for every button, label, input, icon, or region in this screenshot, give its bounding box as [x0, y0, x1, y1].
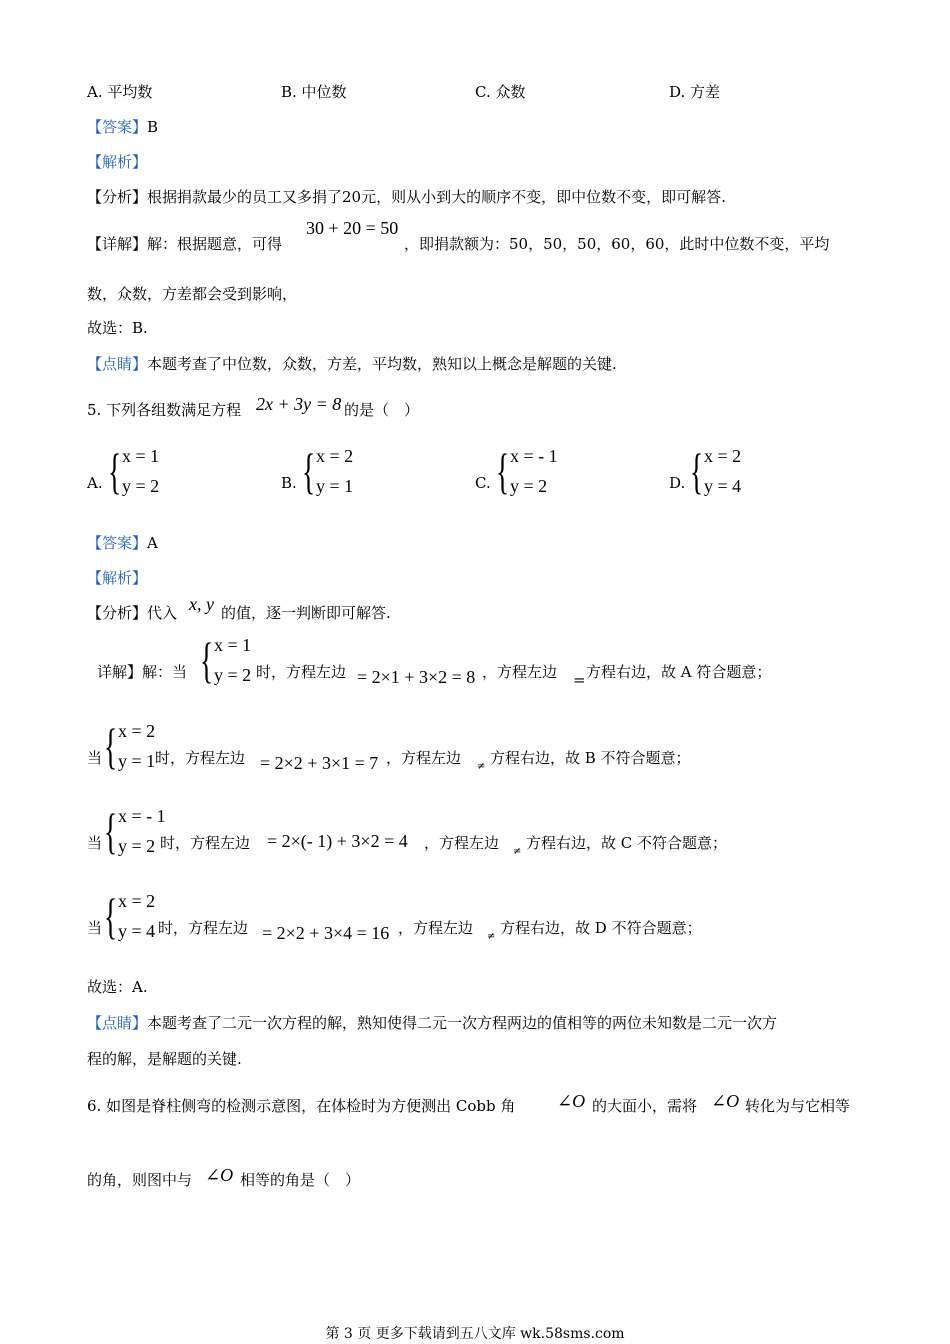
q5-answer	[87, 533, 158, 553]
q4-option-a: A. 平均数	[87, 83, 153, 101]
answer-tag: 【答案】	[87, 118, 148, 136]
q5-fenxi	[87, 603, 177, 623]
system-row: x = 2	[704, 446, 742, 466]
detail-3-t3: 方程右边，故 C 不符合题意；	[526, 834, 728, 852]
detail-pre: 解：根据题意，可得	[147, 235, 283, 253]
system-row: y = 2	[118, 836, 156, 856]
q4-option-b: B. 中位数	[281, 83, 347, 101]
angle: ∠O	[205, 1165, 234, 1185]
detail-1-t1: 时，方程左边	[256, 663, 347, 681]
system-row: x = - 1	[510, 446, 558, 466]
q5-conclusion: 故选：A.	[87, 978, 148, 996]
comment-tag: 【点睛】	[87, 1014, 148, 1032]
q5-option-a-label: A.	[87, 474, 103, 492]
detail-4-prefix: 当	[87, 919, 103, 937]
q6-line1-post: 转化为与它相等	[745, 1097, 851, 1115]
fenxi-tag: 【分析】	[87, 188, 148, 206]
detail-2-rel: ≠	[477, 761, 486, 772]
system-row: x = 2	[118, 891, 156, 911]
detail-2-t3: 方程右边，故 B 不符合题意；	[490, 749, 691, 767]
q4-comment	[87, 354, 617, 374]
q5-fenxi-math	[189, 594, 214, 614]
q6-angle-2	[711, 1091, 739, 1111]
q4-detail	[87, 234, 282, 254]
comment-text: 本题考查了二元一次方程的解，熟知使得二元一次方程两边的值相等的两位未知数是二元一次方	[147, 1014, 778, 1032]
system-row: x = 2	[118, 721, 156, 741]
detail-2-t1: 时，方程左边	[155, 749, 246, 767]
fenxi-tag: 【分析】	[87, 604, 148, 622]
variables: x, y	[189, 594, 214, 614]
detail-tag: 【详解】	[87, 235, 148, 253]
q5-fenxi-post: 的值，逐一判断即可解答.	[221, 604, 391, 622]
system-row: y = 2	[122, 476, 160, 496]
system-row: y = 2	[510, 476, 548, 496]
detail-3-t1: 时，方程左边	[160, 834, 251, 852]
detail-2-calc: = 2×2 + 3×1 = 7	[260, 753, 379, 773]
q4-option-c: C. 众数	[475, 83, 526, 101]
q5-option-d-label: D.	[669, 474, 686, 492]
page-footer: 第 3 页 更多下载请到五八文库 wk.58sms.com	[325, 1326, 625, 1342]
system-row: y = 2	[214, 665, 252, 685]
detail-3-rel: ≠	[513, 846, 522, 857]
q6-line1-pre: 6. 如图是脊柱侧弯的检测示意图，在体检时为方便测出 Cobb 角	[87, 1097, 516, 1115]
q4-detail-line2: 数，众数，方差都会受到影响，	[87, 285, 298, 303]
system-row: x = 1	[214, 635, 252, 655]
comment-tag: 【点睛】	[87, 355, 148, 373]
q6-line2-post: 相等的角是（ ）	[240, 1171, 361, 1189]
q5-stem-math	[256, 394, 341, 414]
system-row: x = 2	[316, 446, 354, 466]
detail-2-t2: ，方程左边	[386, 749, 462, 767]
q4-analysis-tag: 【解析】	[87, 153, 148, 171]
system-row: x = 1	[122, 446, 160, 466]
detail-1-prefix: 详解】解：当	[97, 663, 188, 681]
system-row: x = - 1	[118, 806, 166, 826]
answer-value: B	[147, 118, 159, 136]
q4-detail-math: 30 + 20 = 50	[306, 218, 399, 238]
detail-3-t2: ，方程左边	[424, 834, 500, 852]
detail-4-rel: ≠	[487, 931, 496, 942]
q5-comment	[87, 1013, 777, 1033]
angle: ∠O	[711, 1091, 740, 1111]
q6-line2-pre: 的角，则图中与	[87, 1171, 193, 1189]
q5-comment-line2: 程的解，是解题的关键.	[87, 1050, 242, 1068]
detail-4-calc: = 2×2 + 3×4 = 16	[262, 923, 390, 943]
q4-conclusion: 故选：B.	[87, 319, 148, 337]
detail-4-t3: 方程右边，故 D 不符合题意；	[500, 919, 702, 937]
system-row: y = 4	[118, 921, 156, 941]
q4-detail-post: ，即捐款额为：50，50，50，60，60，此时中位数不变，平均	[404, 235, 830, 253]
q6-line1-mid: 的大面小，需将	[592, 1097, 698, 1115]
q5-option-c-label: C.	[475, 474, 491, 492]
system-row: y = 1	[316, 476, 354, 496]
fenxi-pre: 代入	[147, 604, 178, 622]
q6-angle-1	[557, 1091, 585, 1111]
q4-answer	[87, 117, 158, 137]
fenxi-text: 根据捐款最少的员工又多捐了20元，则从小到大的顺序不变，即中位数不变，即可解答.	[147, 188, 726, 206]
detail-3-prefix: 当	[87, 834, 103, 852]
brace-icon: {	[104, 718, 118, 774]
brace-icon: {	[690, 443, 704, 499]
q5-analysis-tag: 【解析】	[87, 569, 148, 587]
brace-icon: {	[108, 443, 122, 499]
brace-icon: {	[104, 803, 118, 859]
detail-4-t1: 时，方程左边	[158, 919, 249, 937]
detail-1-calc: = 2×1 + 3×2 = 8	[357, 667, 476, 687]
q5-stem-pre: 5. 下列各组数满足方程	[87, 401, 242, 419]
q5-option-b-label: B.	[281, 474, 297, 492]
detail-3-calc: = 2×(- 1) + 3×2 = 4	[267, 831, 408, 851]
brace-icon: {	[200, 632, 214, 688]
angle: ∠O	[557, 1091, 586, 1111]
equation: 2x + 3y = 8	[256, 394, 342, 414]
detail-1-t2: ，方程左边	[482, 663, 558, 681]
answer-value: A	[147, 534, 158, 552]
detail-1-t3: 方程右边，故 A 符合题意；	[586, 663, 772, 681]
comment-text: 本题考查了中位数，众数，方差，平均数，熟知以上概念是解题的关键.	[147, 355, 617, 373]
q4-option-d: D. 方差	[669, 83, 721, 101]
brace-icon: {	[302, 443, 316, 499]
detail-4-t2: ，方程左边	[398, 919, 474, 937]
system-row: y = 4	[704, 476, 742, 496]
q6-angle-3	[205, 1165, 233, 1185]
brace-icon: {	[496, 443, 510, 499]
q4-fenxi	[87, 187, 726, 207]
system-row: y = 1	[118, 751, 156, 771]
answer-tag: 【答案】	[87, 534, 148, 552]
q5-stem-post: 的是（ ）	[344, 401, 420, 419]
detail-1-rel: =	[573, 671, 586, 689]
detail-2-prefix: 当	[87, 749, 103, 767]
brace-icon: {	[104, 888, 118, 944]
